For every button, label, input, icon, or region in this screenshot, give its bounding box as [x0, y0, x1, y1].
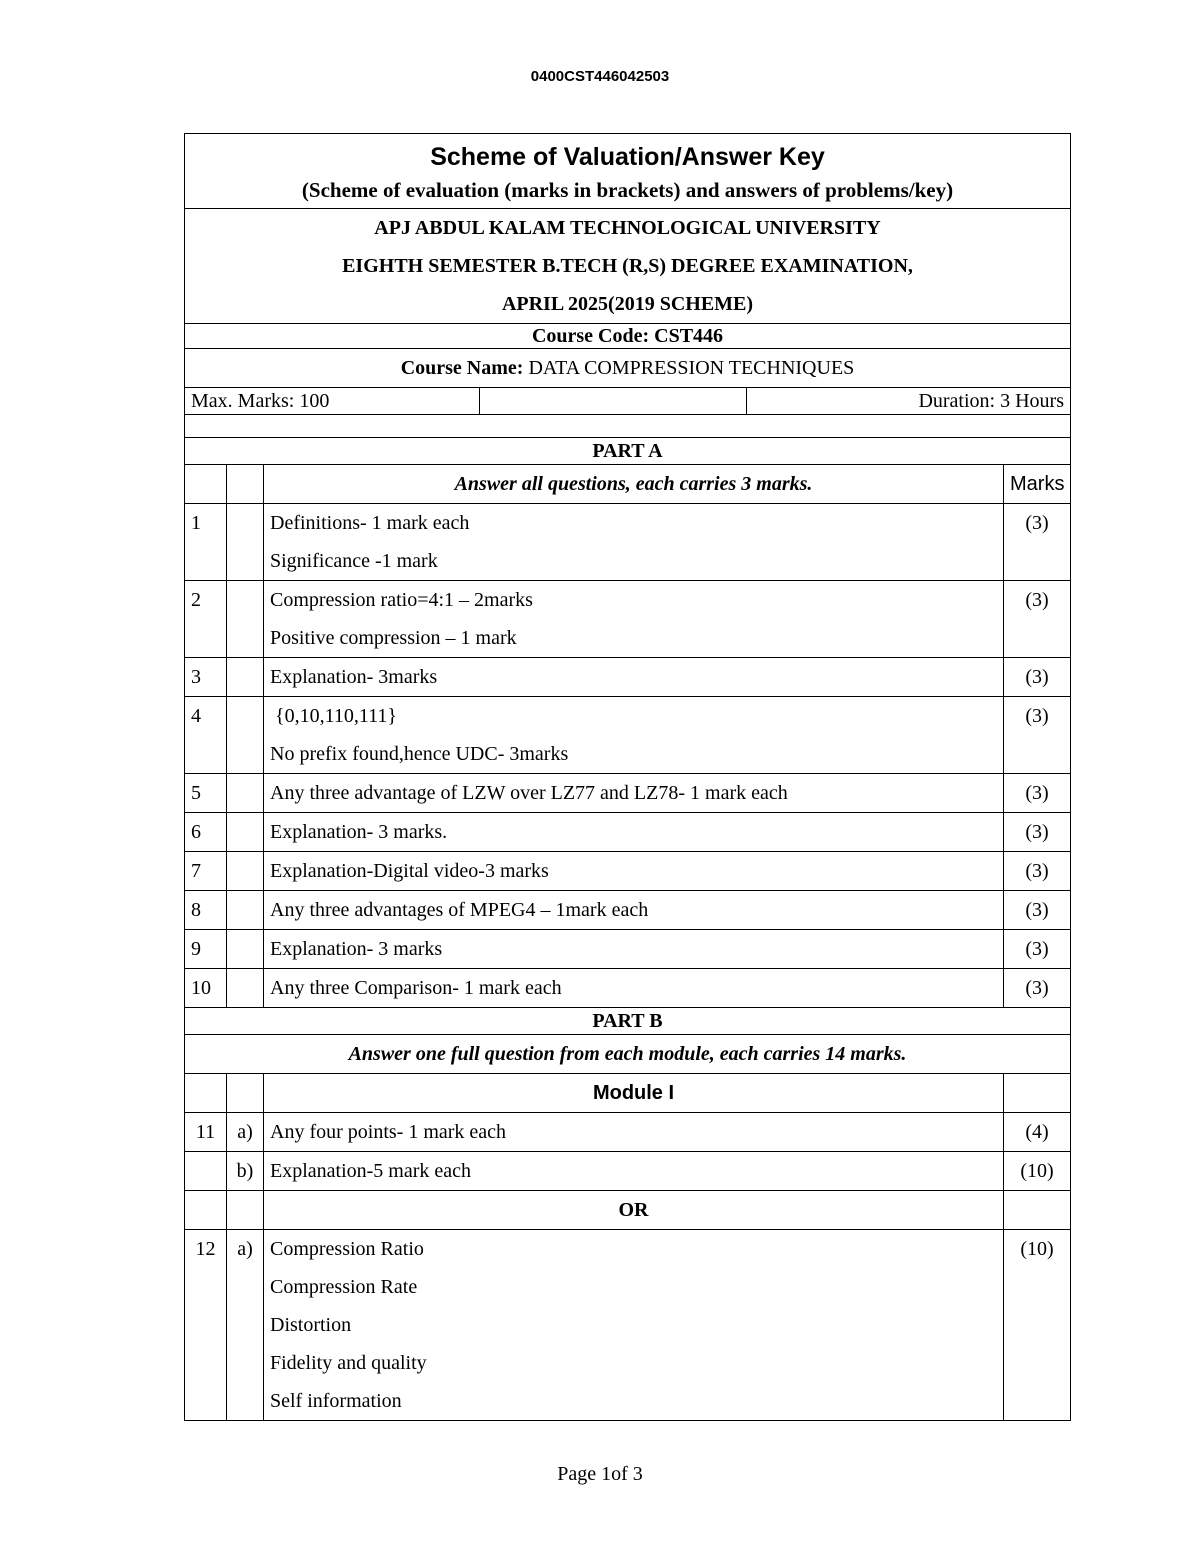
answer-line: Self information: [270, 1390, 402, 1412]
module-heading: Module I: [264, 1074, 1004, 1113]
marks-value: (3): [1004, 697, 1071, 774]
sub-question-label: [227, 697, 264, 774]
course-name-row: [185, 349, 1071, 388]
answer-line: Positive compression – 1 mark: [270, 627, 517, 649]
document-code: 0400CST446042503: [530, 68, 670, 85]
course-code: Course Code: CST446: [185, 324, 1071, 349]
marks-duration-table: [185, 388, 1070, 414]
table-row: [185, 969, 1071, 1008]
answer-text: [264, 581, 1004, 658]
answer-text: Any four points- 1 mark each: [264, 1113, 1004, 1152]
blank-cell: [480, 388, 747, 414]
table-row: [185, 697, 1071, 774]
question-number: 3: [185, 658, 227, 697]
answer-line: Any three advantage of LZW over LZ77 and LZ78- 1 mark each: [270, 782, 788, 804]
part-b-heading-row: [185, 1008, 1071, 1035]
answer-text: [264, 852, 1004, 891]
sub-question-label: [227, 891, 264, 930]
question-number: [185, 1152, 227, 1191]
table-row: [185, 658, 1071, 697]
table-row: [185, 891, 1071, 930]
table-row: [185, 813, 1071, 852]
answer-text: [264, 930, 1004, 969]
spacer-row: [185, 415, 1071, 438]
table-row: [185, 852, 1071, 891]
question-number: 5: [185, 774, 227, 813]
answer-text: [264, 891, 1004, 930]
marks-duration-row: [185, 388, 1071, 415]
part-b-instruction: Answer one full question from each module, each carries 14 marks.: [185, 1035, 1071, 1074]
marks-value: (10): [1004, 1230, 1071, 1421]
marks-value: (3): [1004, 658, 1071, 697]
question-number: 6: [185, 813, 227, 852]
table-row: [185, 1113, 1071, 1152]
marks-value: (3): [1004, 813, 1071, 852]
answer-line: Any three Comparison- 1 mark each: [270, 977, 562, 999]
part-a-heading: PART A: [185, 438, 1071, 465]
page-subtitle: (Scheme of evaluation (marks in brackets) and answers of problems/key): [301, 178, 954, 202]
or-row: [185, 1191, 1071, 1230]
or-separator: OR: [264, 1191, 1004, 1230]
sub-question-label: [227, 658, 264, 697]
answer-line: Significance -1 mark: [270, 550, 438, 572]
answer-text: [264, 969, 1004, 1008]
answer-text: [264, 813, 1004, 852]
table-row: [185, 930, 1071, 969]
marks-value: (3): [1004, 504, 1071, 581]
course-code-row: [185, 324, 1071, 349]
answer-line: Compression ratio=4:1 – 2marks: [270, 589, 533, 611]
exam-name: EIGHTH SEMESTER B.TECH (R,S) DEGREE EXAMINATION,: [342, 255, 913, 277]
university-row: [185, 209, 1071, 324]
question-number: 8: [185, 891, 227, 930]
exam-session: APRIL 2025(2019 SCHEME): [501, 293, 754, 315]
marks-value: (4): [1004, 1113, 1071, 1152]
answer-line: Compression Rate: [270, 1276, 418, 1298]
question-number: 12: [185, 1230, 227, 1421]
sub-question-label: [227, 774, 264, 813]
sub-question-label: a): [227, 1230, 264, 1421]
answer-text: [264, 504, 1004, 581]
question-number: 2: [185, 581, 227, 658]
answer-text: [264, 774, 1004, 813]
answer-line: Distortion: [270, 1314, 352, 1336]
question-number: 7: [185, 852, 227, 891]
module-row: [185, 1074, 1071, 1113]
table-row: [185, 1230, 1071, 1421]
part-a-instruction: Answer all questions, each carries 3 marks.: [264, 465, 1004, 504]
marks-value: (3): [1004, 969, 1071, 1008]
question-number: 11: [185, 1113, 227, 1152]
sub-question-label: b): [227, 1152, 264, 1191]
answer-text: [264, 697, 1004, 774]
answer-line: Any three advantages of MPEG4 – 1mark each: [270, 899, 649, 921]
answer-text: Explanation-5 mark each: [264, 1152, 1004, 1191]
title-row: [185, 134, 1071, 209]
marks-value: (3): [1004, 774, 1071, 813]
part-a-instruction-row: [185, 465, 1071, 504]
answer-line: Fidelity and quality: [270, 1352, 427, 1374]
answer-key-table: [184, 133, 1071, 1421]
sub-question-label: [227, 504, 264, 581]
answer-line: Explanation- 3marks: [270, 666, 438, 688]
sub-question-label: [227, 813, 264, 852]
marks-column-header: Marks: [1004, 465, 1071, 504]
marks-value: (3): [1004, 852, 1071, 891]
sub-question-label: [227, 581, 264, 658]
answer-line: {0,10,110,111}: [270, 705, 397, 727]
answer-line: Compression Ratio: [270, 1238, 424, 1260]
table-row: [185, 774, 1071, 813]
question-number: 4: [185, 697, 227, 774]
answer-line: Definitions- 1 mark each: [270, 512, 470, 534]
marks-value: (3): [1004, 930, 1071, 969]
page-title: Scheme of Valuation/Answer Key: [430, 143, 825, 171]
sub-question-label: [227, 852, 264, 891]
marks-value: (3): [1004, 581, 1071, 658]
course-name-label: Course Name:: [400, 357, 524, 379]
answer-line: Explanation- 3 marks: [270, 938, 443, 960]
university-name: APJ ABDUL KALAM TECHNOLOGICAL UNIVERSITY: [374, 217, 881, 239]
duration: Duration: 3 Hours: [918, 390, 1064, 412]
question-number: 10: [185, 969, 227, 1008]
marks-value: (10): [1004, 1152, 1071, 1191]
page-number: Page 1of 3: [557, 1463, 643, 1485]
max-marks: Max. Marks: 100: [185, 388, 480, 414]
sub-question-label: a): [227, 1113, 264, 1152]
answer-line: No prefix found,hence UDC- 3marks: [270, 743, 569, 765]
sub-question-label: [227, 969, 264, 1008]
answer-text: [264, 1230, 1004, 1421]
answer-line: Explanation-Digital video-3 marks: [270, 860, 549, 882]
part-a-heading-row: [185, 438, 1071, 465]
part-b-heading: PART B: [185, 1008, 1071, 1035]
course-name-value: DATA COMPRESSION TECHNIQUES: [528, 357, 855, 379]
table-row: [185, 581, 1071, 658]
question-number: 9: [185, 930, 227, 969]
answer-text: [264, 658, 1004, 697]
table-row: [185, 1152, 1071, 1191]
marks-value: (3): [1004, 891, 1071, 930]
part-a-rows: [185, 504, 1071, 1008]
part-b-instruction-row: [185, 1035, 1071, 1074]
sub-question-label: [227, 930, 264, 969]
question-number: 1: [185, 504, 227, 581]
table-row: [185, 504, 1071, 581]
answer-line: Explanation- 3 marks.: [270, 821, 448, 843]
